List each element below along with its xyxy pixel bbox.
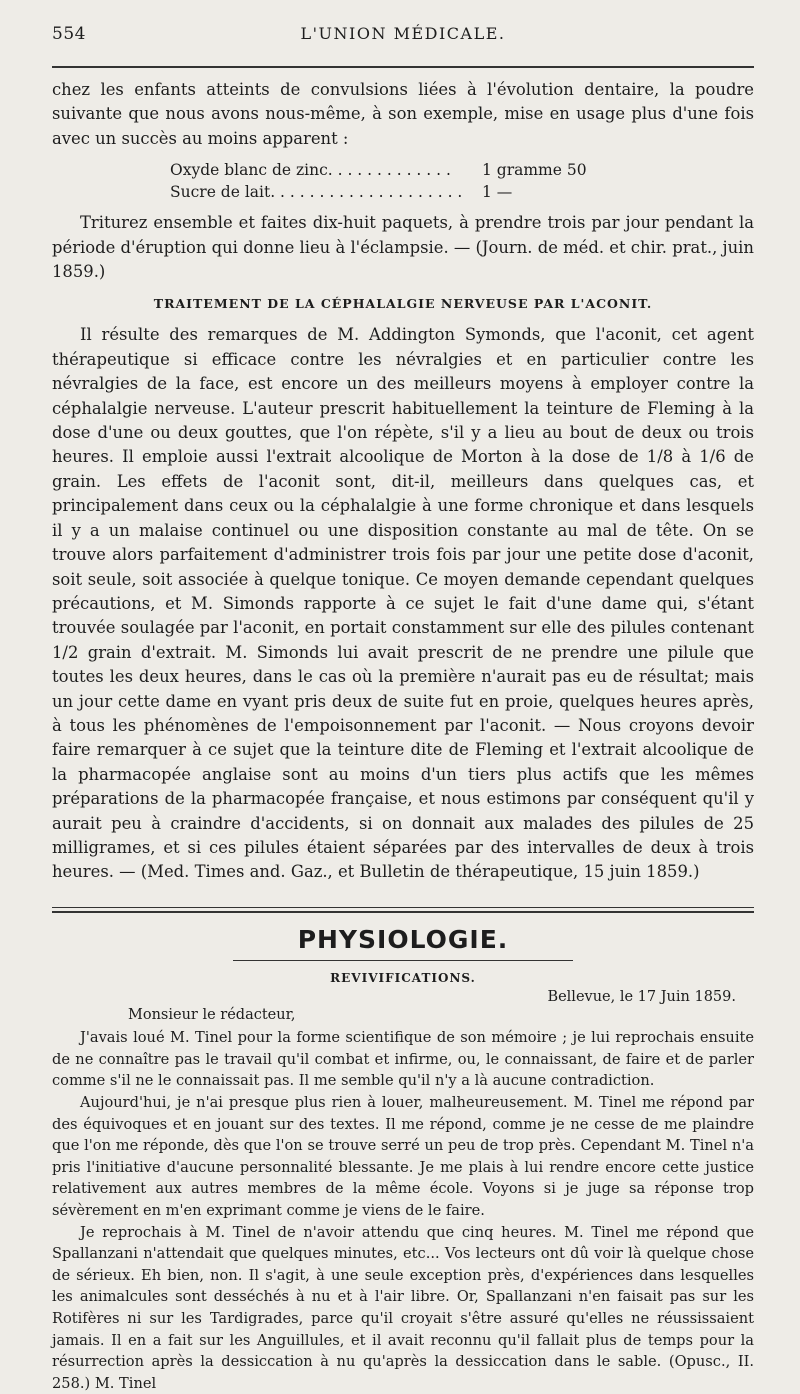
recipe-instructions: Triturez ensemble et faites dix-huit paquets, à prendre trois par jour pendant la période d'éruption qui donne lieu à l'éclampsie. — (Journ. de méd. et chir. prat., juin 1859.) xyxy=(52,213,754,282)
journal-title: L'UNION MÉDICALE. xyxy=(300,24,506,43)
intro-paragraph: chez les enfants atteints de convulsions liées à l'évolution dentaire, la poudre suivante que nous avons nous-même, à son exemple, mise en usage plus d'une fois avec un succès au moins apparent : xyxy=(52,80,754,148)
recipe-row xyxy=(170,181,754,203)
letter-paragraph: J'avais loué M. Tinel pour la forme scientifique de son mémoire ; je lui reprochais ensuite de ne connaître pas le travail qu'il combat et infirme, ou, le connaissant, de faire et de parler comme s'il ne le connaissait pas. Il me semble qu'il n'y a là aucune contradiction. xyxy=(52,1029,754,1090)
section-divider xyxy=(52,907,754,913)
recipe-ingredient: Sucre de lait. . . . . . . . . . . . . . . . . . . . xyxy=(170,183,463,202)
letter-body xyxy=(52,1027,754,1394)
salutation: Monsieur le rédacteur, xyxy=(128,1007,296,1024)
article-subtitle: REVIVIFICATIONS. xyxy=(330,971,476,986)
recipe-ingredient: Oxyde blanc de zinc. . . . . . . . . . . . . xyxy=(170,161,451,180)
rubric-heading: PHYSIOLOGIE. xyxy=(297,924,509,954)
recipe xyxy=(170,159,754,203)
page-header xyxy=(52,24,754,64)
section-title: TRAITEMENT DE LA CÉPHALALGIE NERVEUSE PAR L'ACONIT. xyxy=(153,296,653,312)
letter-paragraph: Aujourd'hui, je n'ai presque plus rien à louer, malheureusement. M. Tinel me répond par des équivoques et en jouant sur des textes. Il me répond, comme je ne cesse de me plaindre que l'on me réponde, dès que l'on se trouve serré un peu de trop près. Cependant M. Tinel n'a pris l'initiative d'aucune personnalité blessante. Je me plais à lui rendre encore cette justice relativement aux autres membres de la même école. Voyons si je juge sa réponse trop sévèrement en m'en exprimant comme je viens de le faire. xyxy=(52,1094,754,1220)
aconit-paragraph: Il résulte des remarques de M. Addington Symonds, que l'aconit, cet agent thérapeutique si efficace contre les névralgies et en particulier contre les névralgies de la face, est encore un des meilleurs moyens à employer contre la céphalalgie nerveuse. L'auteur prescrit habituellement la teinture de Fleming à la dose d'une ou deux gouttes, que l'on répète, s'il y a lieu au bout de deux ou trois heures. Il emploie aussi l'extrait alcoolique de Morton à la dose de 1/8 à 1/6 de grain. Les effets de l'aconit sont, dit-il, meilleurs dans quelques cas, et principalement dans ceux ou la céphalalgie à une forme chronique et dans lesquels il y a un malaise continuel ou une disposition constante au mal de tête. On se trouve alors parfaitement d'administrer trois fois par jour une petite dose d'aconit, soit seule, soit associée à quelque tonique. Ce moyen demande cependant quelques précautions, et M. Simonds rapporte à ce sujet le fait d'une dame qui, s'étant trouvée soulagée par l'aconit, en portait constamment sur elle des pilules contenant 1/2 grain d'extrait. M. Simonds lui avait prescrit de ne prendre une pilule que toutes les deux heures, dans le cas où la première n'aurait pas eu de résultat; mais un jour cette dame en vyant pris deux de suite fut en proie, quelques heures après, à tous les phénomènes de l'empoisonnement par l'aconit. — Nous croyons devoir faire remarquer à ce sujet que la teinture dite de Fleming et l'extrait alcoolique de la pharmacopée anglaise sont au moins d'un tiers plus actifs que les mêmes préparations de la pharmacopée française, et nous estimons par conséquent qu'il y aurait peu à craindre d'accidents, si on donnait aux malades des pilules de 25 milligrames, et si ces pilules étaient séparées par des intervalles de deux à trois heures. — (Med. Times and. Gaz., et Bulletin de thérapeutique, 15 juin 1859.) xyxy=(52,325,754,882)
recipe-dose: 1 gramme 50 xyxy=(482,161,587,180)
dateline: Bellevue, le 17 Juin 1859. xyxy=(547,989,736,1006)
recipe-dose: 1 — xyxy=(482,183,513,202)
recipe-row xyxy=(170,159,754,181)
letter-paragraph: Je reprochais à M. Tinel de n'avoir attendu que cinq heures. M. Tinel me répond que Spallanzani n'attendait que quelques minutes, etc... Vos lecteurs ont dû voir là quelque chose de sérieux. Eh bien, non. Il s'agit, à une seule exception près, d'expériences dans lesquelles les animalcules sont desséchés à nu et à l'air libre. Or, Spallanzani n'en faisait pas sur les Rotifères ni sur les Tardigrades, parce qu'il croyait s'être assuré qu'elles ne réussissaient jamais. Il en a fait sur les Anguillules, et il avait reconnu qu'il fallait plus de temps pour la résurrection après la dessiccation à nu qu'après la dessiccation dans le sable. (Opusc., II. 258.) M. Tinel xyxy=(52,1223,754,1392)
rubric-rule xyxy=(233,960,573,962)
header-rule xyxy=(52,66,754,68)
page-number: 554 xyxy=(52,24,86,44)
